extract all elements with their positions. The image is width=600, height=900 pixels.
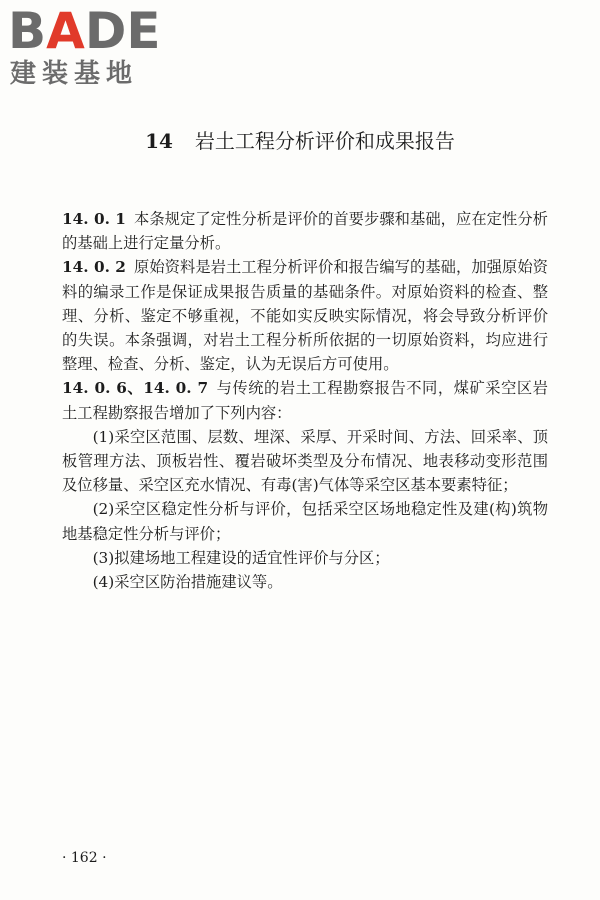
chapter-number: 14 <box>145 129 173 153</box>
bade-logo <box>8 4 178 92</box>
clause-text: 本条规定了定性分析是评价的首要步骤和基础，应在定性分析的基础上进行定量分析。 <box>62 210 548 253</box>
clause-paragraph <box>62 207 548 255</box>
list-item: (1)采空区范围、层数、埋深、采厚、开采时间、方法、回采率、顶板管理方法、顶板岩性、覆岩破坏类型及分布情况、地表移动变形范围及位移量、采空区充水情况、有毒(害)气体等采空区基本要素特征； <box>62 427 548 495</box>
clause-paragraph <box>62 376 548 424</box>
clause-number: 14. 0. 6、14. 0. 7 <box>62 379 209 398</box>
list-item: (3)拟建场地工程建设的适宜性评价与分区； <box>92 548 390 567</box>
list-item: (4)采空区防治措施建议等。 <box>92 573 283 592</box>
clause-text: 与传统的岩土工程勘察报告不同，煤矿采空区岩土工程勘察报告增加了下列内容： <box>62 379 548 422</box>
logo-letter-b: B <box>8 2 47 60</box>
clause-number: 14. 0. 1 <box>62 210 126 228</box>
logo-letters-de: DE <box>84 2 161 60</box>
clause-number: 14. 0. 2 <box>62 258 126 277</box>
chapter-title-text: 岩土工程分析评价和成果报告 <box>194 129 455 153</box>
clause-paragraph <box>62 255 548 376</box>
chapter-title <box>0 126 600 156</box>
logo-subtitle: 建装基地 <box>10 59 139 89</box>
list-item: (2)采空区稳定性分析与评价，包括采空区场地稳定性及建(构)筑物地基稳定性分析与评价； <box>62 500 548 543</box>
logo-wordmark <box>8 4 161 58</box>
page-number: · 162 · <box>62 850 107 866</box>
clause-text: 原始资料是岩土工程分析评价和报告编写的基础，加强原始资料的编录工作是保证成果报告质量的基础条件。对原始资料的检查、整理、分析、鉴定不够重视，不能如实反映实际情况，将会导致分析评价的失误。本条强调，对岩土工程分析所依据的一切原始资料，均应进行整理、检查、分析、鉴定，认为无误后方可使用。 <box>62 258 548 374</box>
logo-letter-a: A <box>46 2 85 60</box>
body-content <box>62 207 548 594</box>
